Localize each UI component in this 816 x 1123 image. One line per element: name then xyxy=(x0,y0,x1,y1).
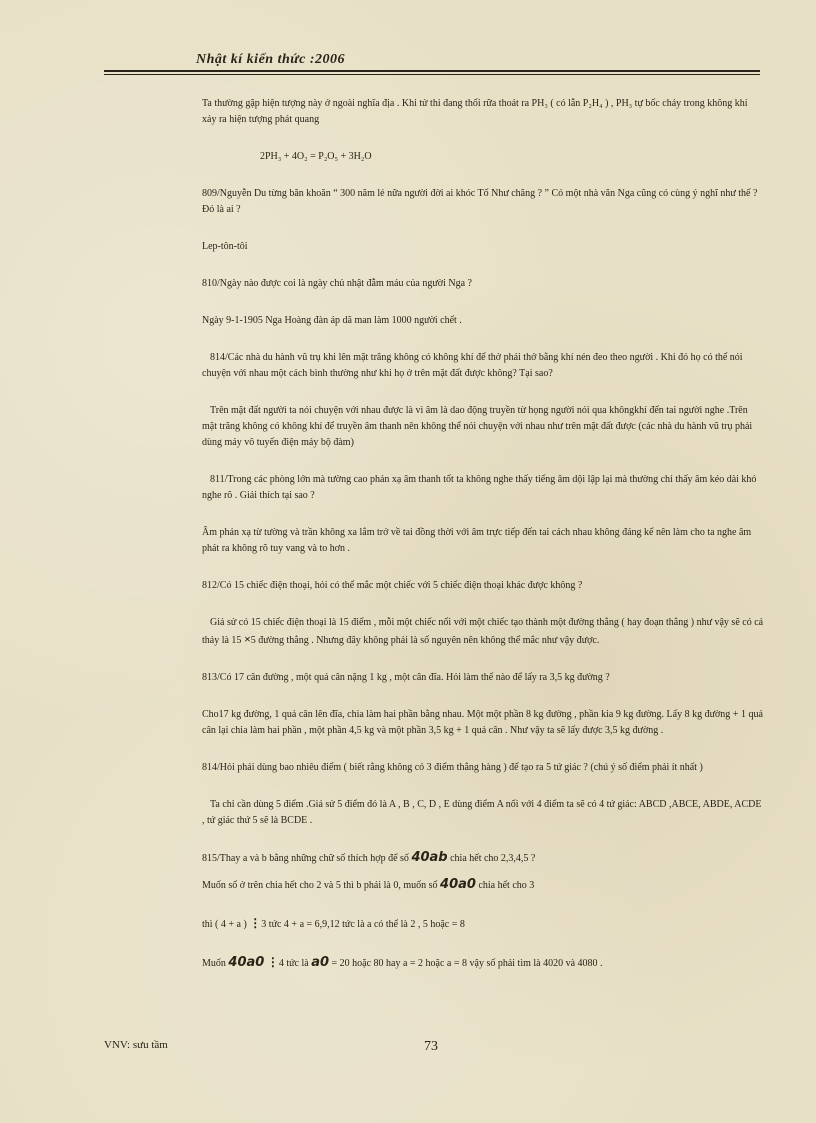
answer-line xyxy=(202,877,764,894)
answer-line xyxy=(202,915,764,933)
answer: Trên mặt đất người ta nói chuyện với nhau được là vì âm là dao động truyền từ họng người nói qua khôngkhí đến tai người nghe .Trên mặt trăng không có không khí để truyền âm thanh nên không thể nói chuyện với nhau như trên mặt đất được (các nhà du hành vũ trụ phải dùng máy vô tuyến điện máy bộ đàm) xyxy=(202,405,753,448)
answer-part: = 20 hoặc 80 hay a = 2 hoặc a = 8 vậy số phải tìm là 4020 và 4080 . xyxy=(331,958,603,969)
header-rule-thick xyxy=(104,70,760,72)
number-a0: a0 xyxy=(311,955,330,970)
question: 811/Trong các phòng lớn mà tường cao phản xạ âm thanh tốt ta không nghe thấy tiếng âm dội lập lại mà thường chỉ thấy âm kéo dài khó nghe rõ . Giải thích tại sao ? xyxy=(202,474,757,501)
footer-source: VNV: sưu tầm xyxy=(104,1039,168,1051)
page-content xyxy=(202,96,764,993)
answer: Lep-tôn-tôi xyxy=(202,241,248,252)
question xyxy=(202,850,764,867)
answer: Ta chỉ cần dùng 5 điểm .Giả sử 5 điểm đó là A , B , C, D , E dùng điểm A nối với 4 điểm ta sẽ có 4 tứ giác: ABCD ,ABCE, ABDE, ACDE , tứ giác thứ 5 sẽ là BCDE . xyxy=(202,799,762,826)
header-rule-thin xyxy=(104,74,760,75)
question-part: 815/Thay a và b bằng những chữ số thích hợp để số xyxy=(202,853,409,864)
answer-part: thì ( 4 + a ) xyxy=(202,919,247,930)
divides-symbol: ⋮ xyxy=(249,916,262,930)
question: 813/Có 17 cân đường , một quả cân nặng 1 kg , một cân đĩa. Hỏi làm thế nào để lấy ra 3,5 kg đường ? xyxy=(202,672,610,683)
question: 809/Nguyễn Du từng băn khoăn “ 300 năm lẻ nữa người đời ai khóc Tố Như chăng ? ” Có một nhà văn Nga cũng có cùng ý nghĩ như thế ? Đó là ai ? xyxy=(202,188,758,215)
header-title: Nhật kí kiến thức :2006 xyxy=(196,52,346,67)
answer-part: 4 tức là xyxy=(278,958,309,969)
number-40a0: 40a0 xyxy=(440,877,476,892)
answer: Âm phản xạ từ tường và trần không xa lắm trở về tai đồng thời với âm trực tiếp đến tai cách nhau không đáng kể nên làm cho ta nghe âm phát ra không rõ tuy vang và to hơn . xyxy=(202,527,752,554)
question: 814/Các nhà du hành vũ trụ khi lên mặt trăng không có không khí để thở phải thở bằng khí nén đeo theo người . Khi đó họ có thể nói chuyện với nhau một cách bình thường như khi họ ở trên mặt đất được không? Tại sao? xyxy=(202,352,743,379)
question: 810/Ngày nào được coi là ngày chủ nhật đẫm máu của người Nga ? xyxy=(202,278,472,289)
number-40ab: 40ab xyxy=(411,850,448,865)
answer-part: 3 tức 4 + a = 6,9,12 tức là a có thể là 2 , 5 hoặc = 8 xyxy=(261,919,465,930)
page-number: 73 xyxy=(424,1039,438,1054)
answer xyxy=(202,615,764,649)
answer-part: Giả sử có 15 chiếc điện thoại là 15 điểm , mỗi một chiếc nối với một chiếc tạo thành một đường thẳng ( hay đoạn thẳng ) như vậy sẽ có cả thảy là 15 xyxy=(202,617,764,646)
times-symbol: × xyxy=(243,632,251,646)
answer-part: chia hết cho 3 xyxy=(478,880,535,891)
number-40a0: 40a0 xyxy=(228,955,265,970)
answer-part: Muốn xyxy=(202,958,226,969)
answer: Ngày 9-1-1905 Nga Hoàng đàn áp dã man làm 1000 người chết . xyxy=(202,315,462,326)
answer-part: Muốn số ở trên chia hết cho 2 và 5 thì b phải là 0, muốn số xyxy=(202,880,438,891)
equation: 2PH₃ + 4O₂ = P₂O₅ + 3H₂O xyxy=(260,151,372,162)
divides-symbol: ⋮ xyxy=(266,955,279,969)
question-part: chia hết cho 2,3,4,5 ? xyxy=(450,853,536,864)
paragraph: Ta thường gặp hiện tượng này ở ngoài nghĩa địa . Khi tử thi đang thối rữa thoát ra PH₃ ( có lẫn P₂H₄ ) , PH₃ tự bốc cháy trong không khí xảy ra hiện tượng phát quang xyxy=(202,98,748,125)
answer-part: 5 đường thẳng . Nhưng đây không phải là số nguyên nên không thể mắc như vậy được. xyxy=(250,635,600,646)
question: 812/Có 15 chiếc điện thoại, hỏi có thể mắc một chiếc với 5 chiếc điện thoại khác được không ? xyxy=(202,580,583,591)
answer: Cho17 kg đường, 1 quả cân lên đĩa, chia làm hai phần bằng nhau. Một một phần 8 kg đường , phần kia 9 kg đường. Lấy 8 kg đường + 1 quả cân lại chia làm hai phần , một phần 4,5 kg và một phần 3,5 kg + 1 quả cân . Như vậy ta sẽ lấy được 3,5 kg đường . xyxy=(202,709,763,736)
question: 814/Hỏi phải dùng bao nhiêu điểm ( biết rằng không có 3 điểm thẳng hàng ) để tạo ra 5 tứ giác ? (chú ý số điểm phải ít nhất ) xyxy=(202,762,703,773)
answer-line xyxy=(202,954,764,972)
